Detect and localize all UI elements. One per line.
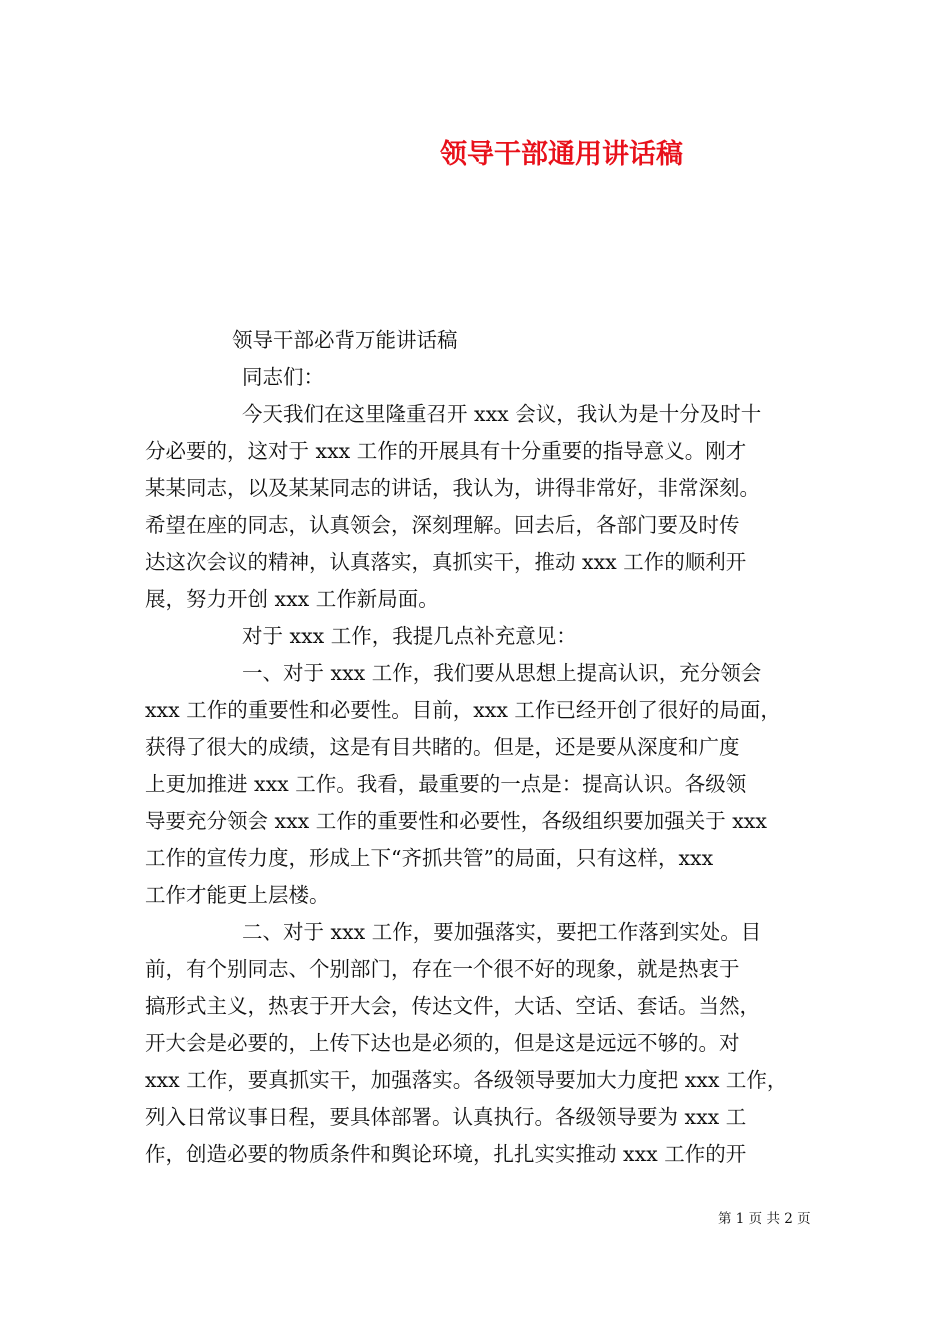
paragraph-line: 工作的宣传力度，形成上下“齐抓共管”的局面，只有这样，xxx <box>145 846 714 870</box>
paragraph-line: 前，有个别同志、个别部门，存在一个很不好的现象，就是热衷于 <box>145 957 740 981</box>
paragraph-line: 搞形式主义，热衷于开大会，传达文件，大话、空话、套话。当然， <box>145 994 760 1018</box>
document-title: 领导干部通用讲话稿 <box>440 139 683 170</box>
paragraph-line: 对于 xxx 工作，我提几点补充意见： <box>242 624 577 648</box>
paragraph-line: 分必要的，这对于 xxx 工作的开展具有十分重要的指导意义。刚才 <box>145 439 747 463</box>
paragraph-line: 工作才能更上层楼。 <box>145 883 330 907</box>
paragraph-line: xxx 工作的重要性和必要性。目前，xxx 工作已经开创了很好的局面， <box>145 698 781 722</box>
paragraph-line: 展，努力开创 xxx 工作新局面。 <box>145 587 439 611</box>
paragraph-line: 某某同志，以及某某同志的讲话，我认为，讲得非常好，非常深刻。 <box>145 476 760 500</box>
salutation: 同志们： <box>242 365 324 389</box>
paragraph-line: 开大会是必要的，上传下达也是必须的，但是这是远远不够的。对 <box>145 1031 740 1055</box>
paragraph-line: 上更加推进 xxx 工作。我看，最重要的一点是：提高认识。各级领 <box>145 772 747 796</box>
paragraph-line: 达这次会议的精神，认真落实，真抓实干，推动 xxx 工作的顺利开 <box>145 550 747 574</box>
paragraph-line: xxx 工作，要真抓实干，加强落实。各级领导要加大力度把 xxx 工作， <box>145 1068 788 1092</box>
document-subtitle: 领导干部必背万能讲话稿 <box>232 328 458 352</box>
paragraph-line: 列入日常议事日程，要具体部署。认真执行。各级领导要为 xxx 工 <box>145 1105 747 1129</box>
page-number-footer: 第 1 页 共 2 页 <box>718 1211 811 1227</box>
paragraph-line: 今天我们在这里隆重召开 xxx 会议，我认为是十分及时十 <box>242 402 762 426</box>
paragraph-line: 作，创造必要的物质条件和舆论环境，扎扎实实推动 xxx 工作的开 <box>145 1142 747 1166</box>
paragraph-line: 获得了很大的成绩，这是有目共睹的。但是，还是要从深度和广度 <box>145 735 740 759</box>
paragraph-line: 导要充分领会 xxx 工作的重要性和必要性，各级组织要加强关于 xxx <box>145 809 767 833</box>
paragraph-line: 希望在座的同志，认真领会，深刻理解。回去后，各部门要及时传 <box>145 513 740 537</box>
paragraph-line: 二、对于 xxx 工作，要加强落实，要把工作落到实处。目 <box>242 920 762 944</box>
paragraph-line: 一、对于 xxx 工作，我们要从思想上提高认识，充分领会 <box>242 661 762 685</box>
